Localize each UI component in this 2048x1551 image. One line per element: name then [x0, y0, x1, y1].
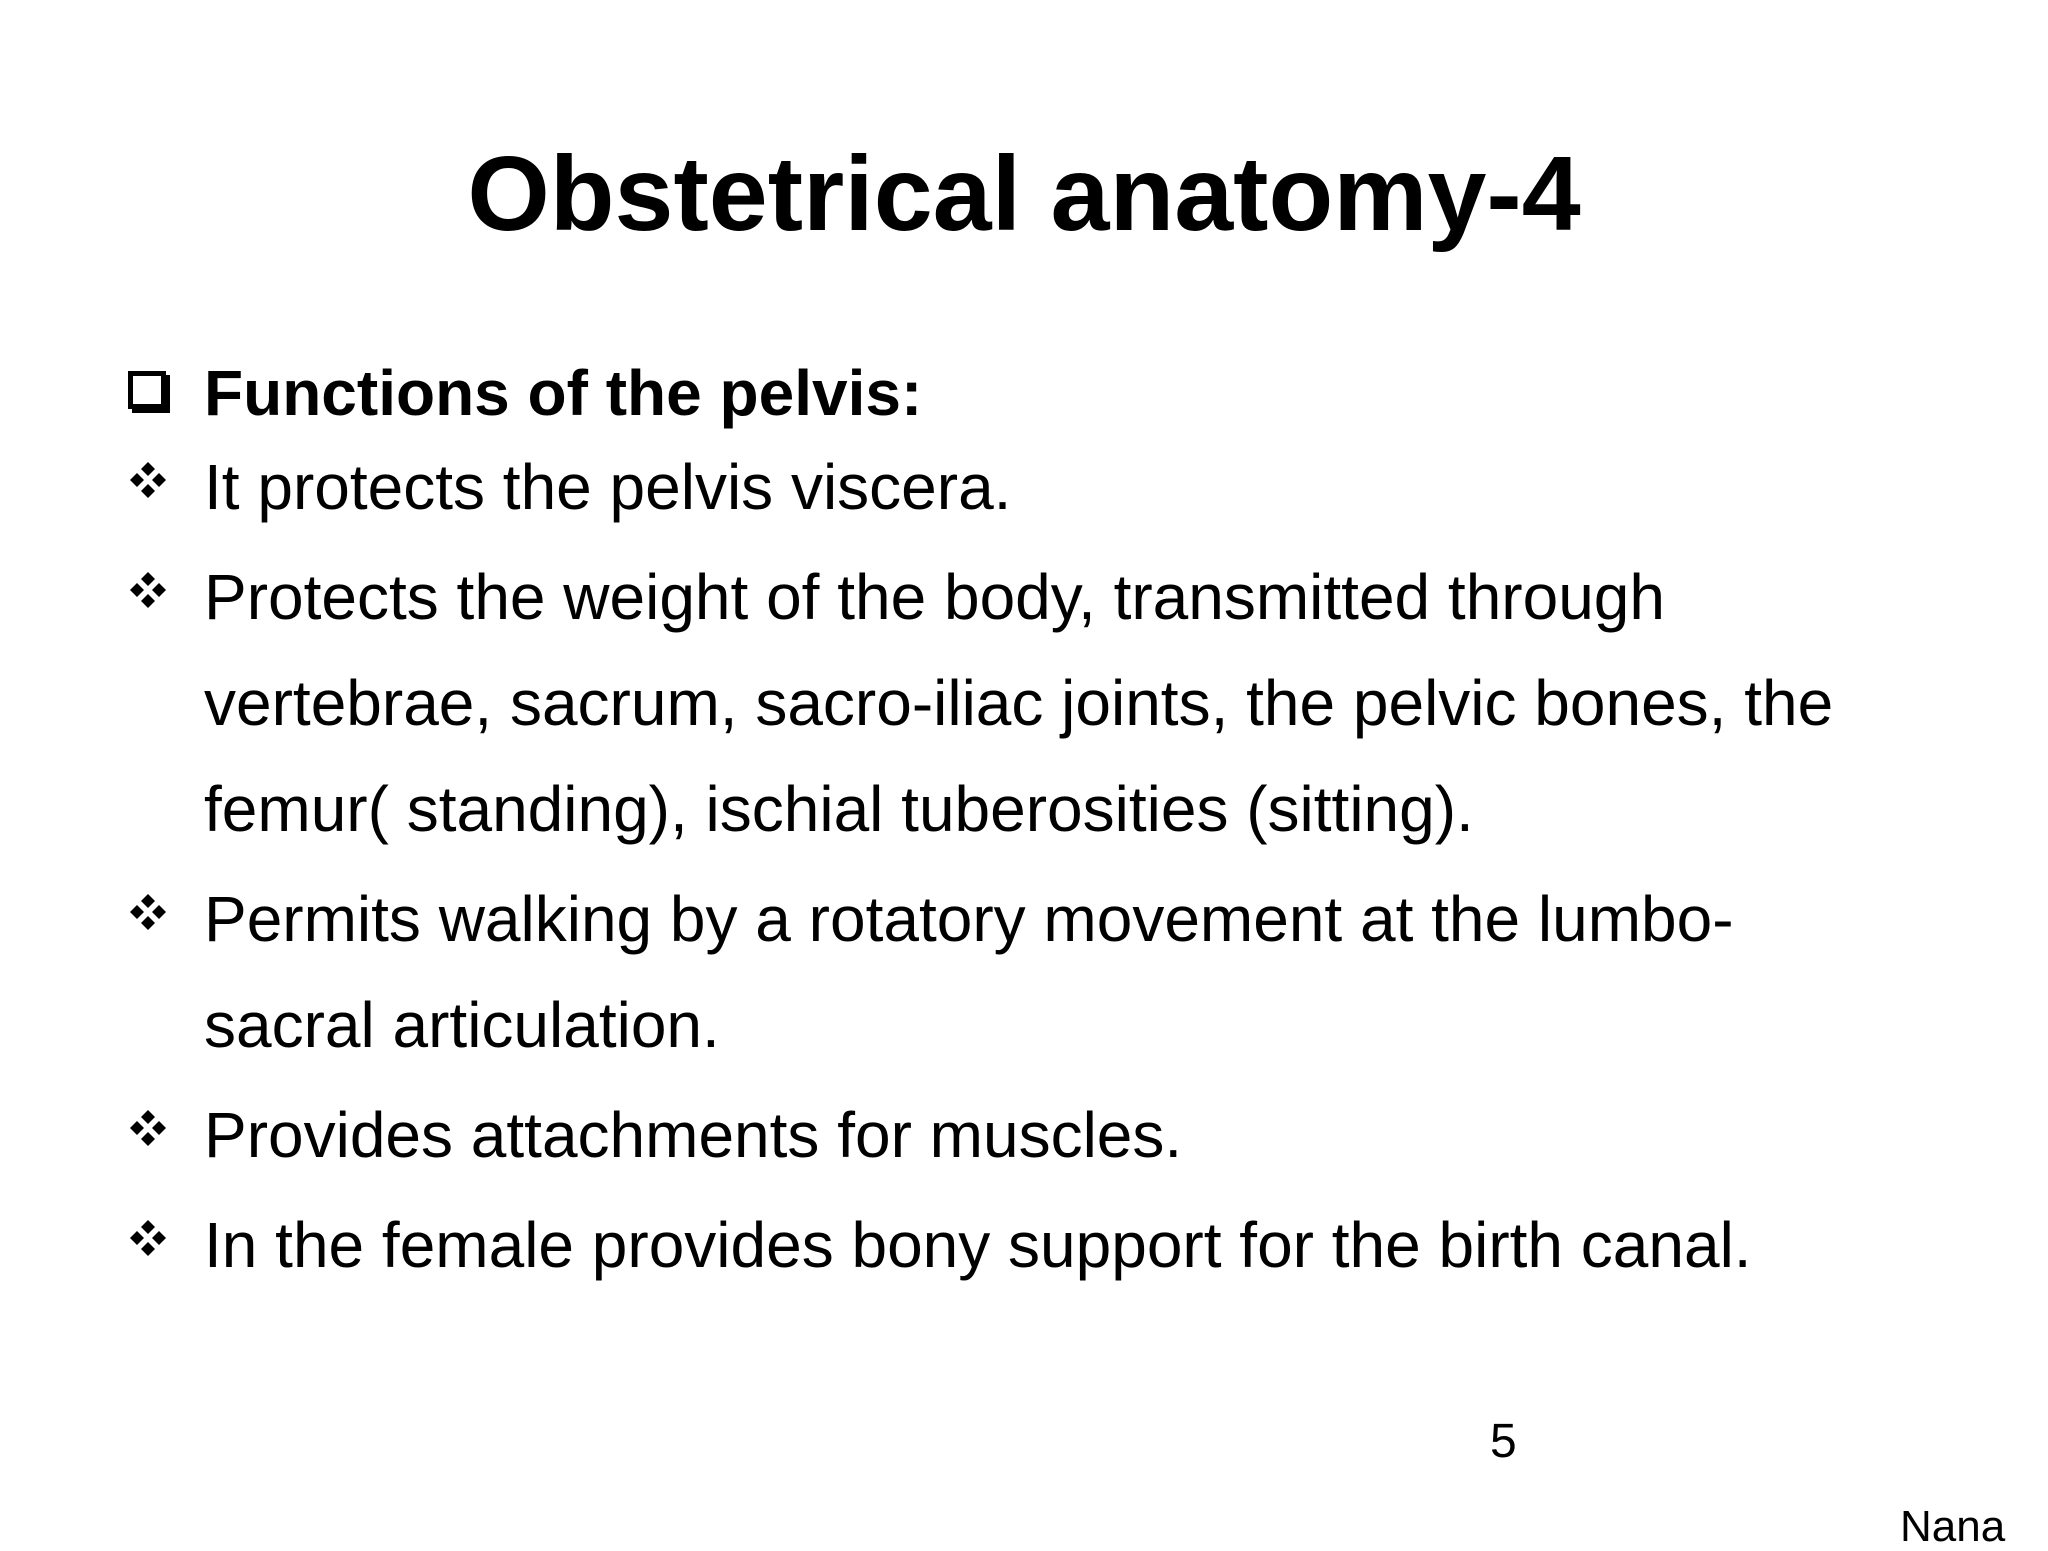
list-item: [128, 1208, 1928, 1298]
list-item-text: Protects the weight of the body, transmitted through vertebrae, sacrum, sacro-iliac joints, the pelvic bones, the femur( standing), ischial tuberosities (sitting).: [204, 561, 1834, 845]
author-name: Nana: [1900, 1502, 2006, 1551]
list-item-text: In the female provides bony support for the birth canal.: [204, 1209, 1752, 1281]
list-item: [128, 560, 1928, 862]
list-item-text: It protects the pelvis viscera.: [204, 451, 1012, 523]
list-item: [128, 450, 1928, 540]
page-number: 5: [1490, 1415, 1517, 1468]
list-item-text: Permits walking by a rotatory movement at the lumbo-sacral articulation.: [204, 883, 1734, 1061]
list-item: [128, 1098, 1928, 1188]
four-diamond-icon: [128, 560, 184, 615]
list-item: [128, 882, 1928, 1078]
slide-content: [128, 355, 1928, 1318]
slide-title: Obstetrical anatomy-4: [467, 135, 1581, 253]
four-diamond-icon: [128, 1098, 184, 1153]
square-checkbox-icon: [128, 355, 184, 409]
four-diamond-icon: [128, 1208, 184, 1263]
four-diamond-icon: [128, 450, 184, 505]
list-item-text: Provides attachments for muscles.: [204, 1099, 1183, 1171]
four-diamond-icon: [128, 882, 184, 937]
section-heading-text: Functions of the pelvis:: [204, 357, 923, 429]
